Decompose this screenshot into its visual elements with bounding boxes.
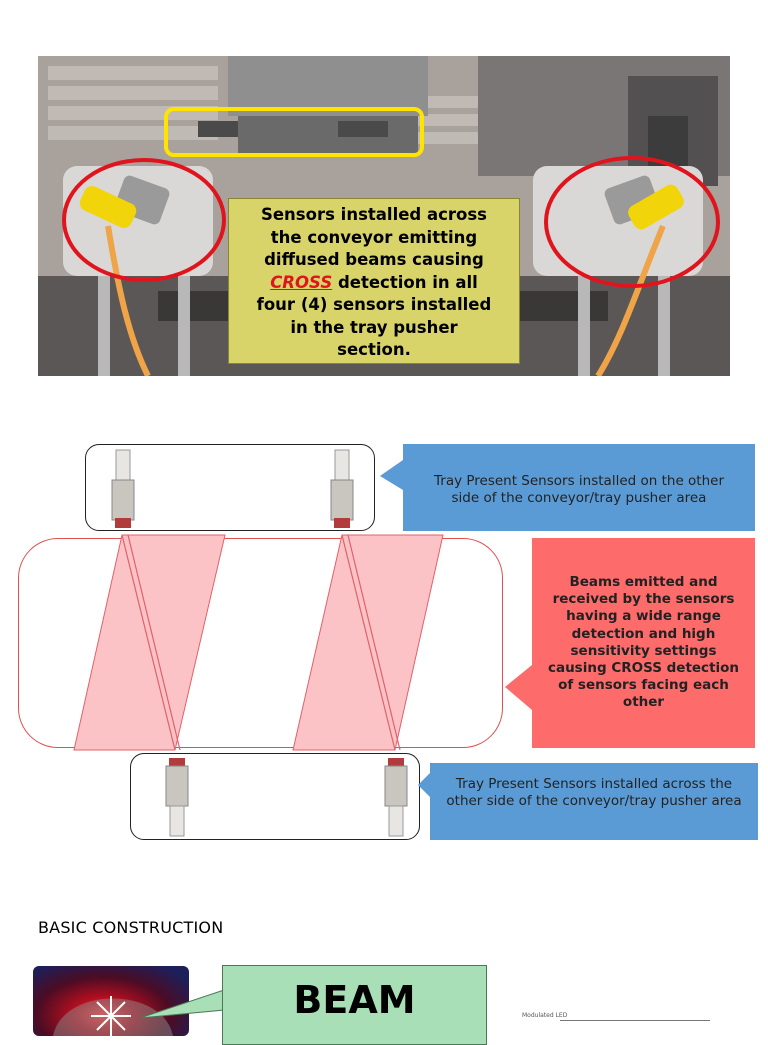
callout-line: side of the conveyor/tray pusher area xyxy=(451,490,707,506)
callout-pointer xyxy=(505,665,532,710)
callout-line: received by the sensors xyxy=(552,591,735,608)
caption-line: four (4) sensors installed xyxy=(256,295,492,314)
callout-line: detection and high xyxy=(571,625,716,642)
callout-line: other xyxy=(622,694,665,711)
callout-line: Beams emitted and xyxy=(569,574,718,590)
sensor-icon xyxy=(112,450,134,528)
callout-line: Tray Present Sensors installed across the xyxy=(455,776,733,792)
photo-caption xyxy=(228,198,520,364)
cross-highlight: CROSS xyxy=(270,272,333,292)
callout-line: sensitivity settings xyxy=(570,642,717,659)
diagram-label: Modulated LED xyxy=(522,1012,568,1019)
beam-left xyxy=(74,535,225,750)
caption-line: diffused beams causing xyxy=(264,250,484,269)
section-heading: BASIC CONSTRUCTION xyxy=(38,918,224,937)
callout-line: causing CROSS detection xyxy=(547,660,740,677)
caption-line: Sensors installed across xyxy=(260,205,487,224)
beam-label: BEAM xyxy=(293,978,416,1022)
callout-pointer xyxy=(380,460,403,490)
diagram-line xyxy=(560,1020,710,1021)
sensor-icon xyxy=(166,758,188,836)
callout-line: having a wide range xyxy=(566,608,721,625)
callout-beams xyxy=(532,538,755,748)
sensor-icon xyxy=(385,758,407,836)
sensor-icon xyxy=(331,450,353,528)
callout-top-sensors xyxy=(403,444,755,531)
beam-pointer xyxy=(140,990,225,1024)
callout-line: Tray Present Sensors installed on the other xyxy=(434,473,724,489)
caption-line xyxy=(229,272,519,295)
beam-label-box xyxy=(222,965,487,1045)
callout-pointer xyxy=(418,773,430,797)
callout-line: other side of the conveyor/tray pusher area xyxy=(446,793,742,809)
caption-line: the conveyor emitting xyxy=(270,227,478,247)
caption-line: in the tray pusher xyxy=(290,317,458,337)
caption-text: detection in all xyxy=(332,272,478,292)
caption-line: section. xyxy=(337,340,411,359)
callout-line: of sensors facing each xyxy=(558,677,729,694)
callout-bottom-sensors xyxy=(430,763,758,840)
